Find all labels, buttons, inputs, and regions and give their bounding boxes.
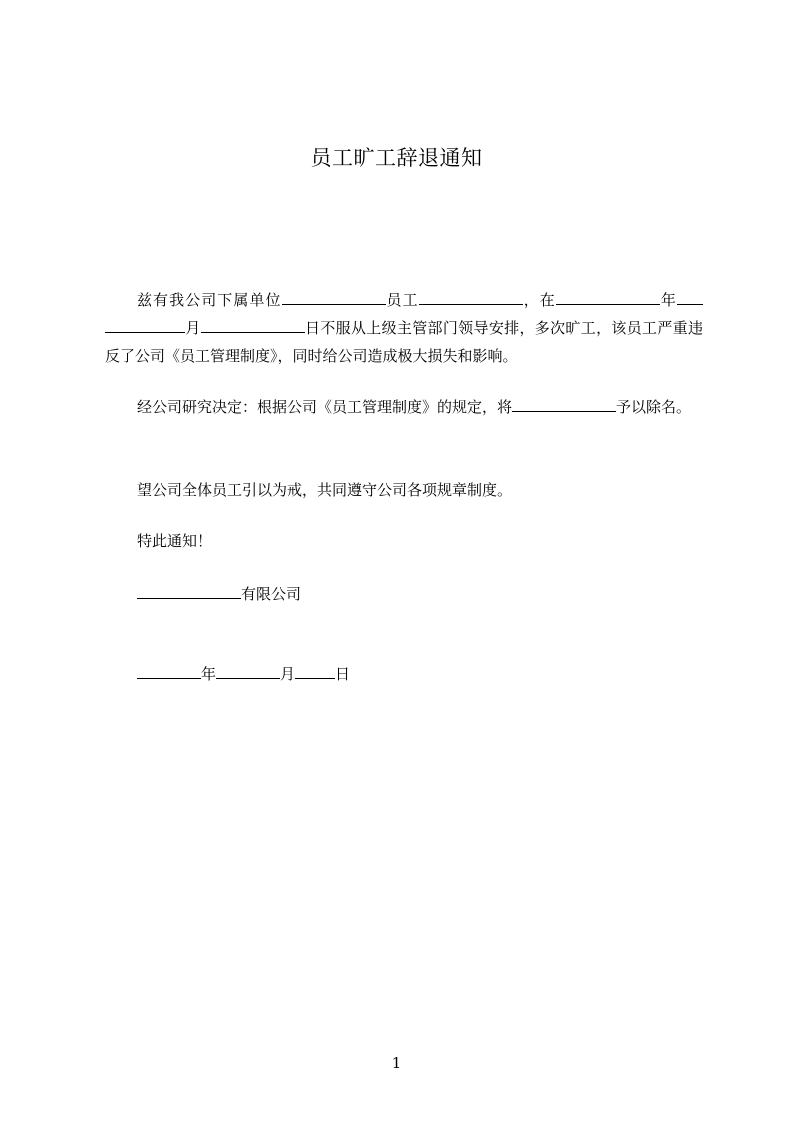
blank-employee-field bbox=[419, 289, 523, 305]
text-segment: 予以除名。 bbox=[616, 398, 692, 416]
blank-name-field bbox=[512, 396, 616, 412]
date-day-label: 日 bbox=[335, 665, 351, 683]
blank-year-date bbox=[137, 663, 201, 679]
blank-unit-field bbox=[282, 289, 386, 305]
date-month-label: 月 bbox=[280, 665, 296, 683]
text-segment: 员工 bbox=[385, 291, 419, 309]
paragraph-closing: 特此通知！ bbox=[137, 532, 213, 550]
text-segment: 经公司研究决定：根据公司《员工管理制度》的规定，将 bbox=[137, 398, 513, 416]
company-suffix: 有限公司 bbox=[241, 585, 302, 603]
blank-day-date bbox=[295, 663, 335, 679]
text-segment: 月 bbox=[185, 319, 201, 337]
blank-year-field bbox=[105, 317, 185, 333]
signature-line bbox=[105, 580, 703, 608]
blank-company-field bbox=[137, 583, 241, 599]
text-segment: ，在 bbox=[522, 291, 556, 309]
date-year-label: 年 bbox=[201, 665, 217, 683]
page-number: 1 bbox=[391, 1054, 402, 1072]
blank-start-field bbox=[556, 289, 660, 305]
document-title: 员工旷工辞退通知 bbox=[310, 146, 483, 170]
paragraph-warning: 望公司全体员工引以为戒，共同遵守公司各项规章制度。 bbox=[137, 481, 513, 499]
text-segment: 日不服从上级主管部门领导安排，多次旷工，该员工严重违反了公司《员工管理制度》，同时给公司造成极大损失和影响。 bbox=[105, 319, 703, 365]
paragraph-notice-body bbox=[105, 286, 703, 370]
text-segment: 兹有我公司下属单位 bbox=[137, 291, 282, 309]
date-line bbox=[105, 660, 703, 688]
text-segment: 年 bbox=[659, 291, 677, 309]
blank-month-field bbox=[201, 317, 305, 333]
blank-year-tail bbox=[677, 289, 703, 305]
paragraph-decision bbox=[105, 393, 703, 421]
blank-month-date bbox=[216, 663, 280, 679]
